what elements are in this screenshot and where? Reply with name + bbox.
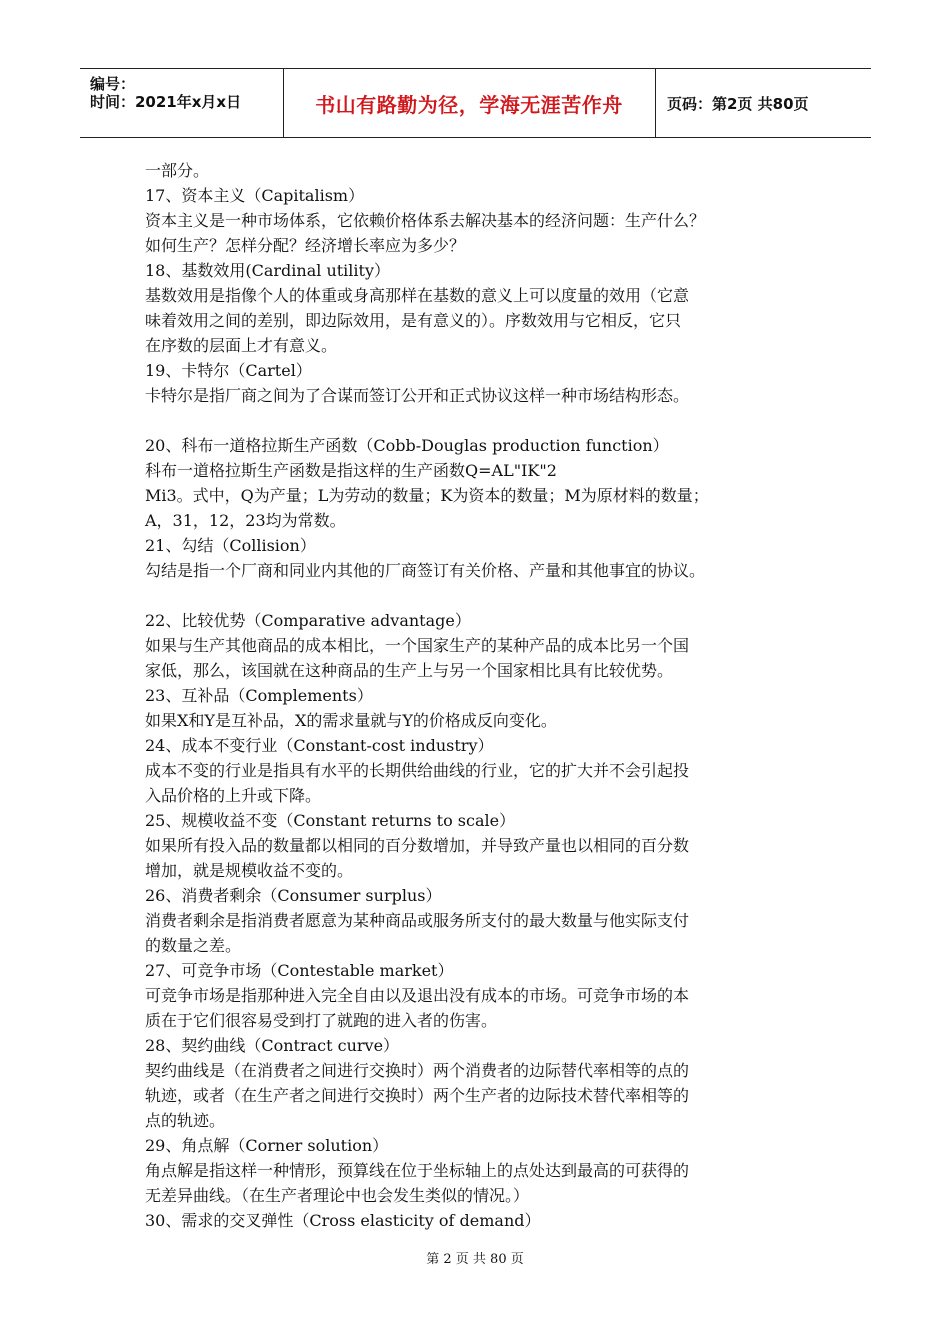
text-line: 18、基数效用(Cardinal utility） — [145, 261, 390, 280]
header-meta-cell — [80, 69, 284, 137]
text-line: 在序数的层面上才有意义。 — [145, 336, 338, 355]
document-body — [145, 158, 835, 1233]
text-line: 25、规模收益不变（Constant returns to scale） — [145, 811, 516, 830]
text-line: 角点解是指这样一种情形，预算线在位于坐标轴上的点处达到最高的可获得的 — [145, 1161, 690, 1180]
text-line: 卡特尔是指厂商之间为了合谋而签订公开和正式协议这样一种市场结构形态。 — [145, 386, 690, 405]
text-line: 24、成本不变行业（Constant-cost industry） — [145, 736, 494, 755]
text-line: 29、角点解（Corner solution） — [145, 1136, 389, 1155]
header-number-label: 编号： — [90, 75, 136, 93]
text-line: 21、勾结（Collision） — [145, 536, 316, 555]
text-line — [145, 583, 835, 608]
text-line: 资本主义是一种市场体系，它依赖价格体系去解决基本的经济问题：生产什么？ — [145, 211, 706, 230]
text-line: 26、消费者剩余（Consumer surplus） — [145, 886, 442, 905]
text-line: 可竞争市场是指那种进入完全自由以及退出没有成本的市场。可竞争市场的本 — [145, 986, 690, 1005]
text-line: 成本不变的行业是指具有水平的长期供给曲线的行业，它的扩大并不会引起投 — [145, 761, 690, 780]
text-line: 无差异曲线。（在生产者理论中也会发生类似的情况。） — [145, 1186, 530, 1205]
text-line: 消费者剩余是指消费者愿意为某种商品或服务所支付的最大数量与他实际支付 — [145, 911, 690, 930]
text-line: 19、卡特尔（Cartel） — [145, 361, 312, 380]
text-line: 质在于它们很容易受到打了就跑的进入者的伤害。 — [145, 1011, 498, 1030]
text-line: 如果X和Y是互补品，X的需求量就与Y的价格成反向变化。 — [145, 711, 557, 730]
text-line: 28、契约曲线（Contract curve） — [145, 1036, 400, 1055]
text-line: 17、资本主义（Capitalism） — [145, 186, 365, 205]
text-line: 入品价格的上升或下降。 — [145, 786, 322, 805]
text-line: 27、可竞争市场（Contestable market） — [145, 961, 454, 980]
page-footer: 第 2 页 共 80 页 — [426, 1252, 524, 1267]
text-line: 契约曲线是（在消费者之间进行交换时）两个消费者的边际替代率相等的点的 — [145, 1061, 690, 1080]
text-line: 味着效用之间的差别，即边际效用，是有意义的）。序数效用与它相反，它只 — [145, 311, 682, 330]
text-line: 科布一道格拉斯生产函数是指这样的生产函数Q=AL"IK"2 — [145, 461, 557, 480]
text-line: 如果与生产其他商品的成本相比，一个国家生产的某种产品的成本比另一个国 — [145, 636, 690, 655]
text-line: 如果所有投入品的数量都以相同的百分数增加，并导致产量也以相同的百分数 — [145, 836, 690, 855]
text-line: 20、科布一道格拉斯生产函数（Cobb-Douglas production function） — [145, 436, 669, 455]
text-line: 勾结是指一个厂商和同业内其他的厂商签订有关价格、产量和其他事宜的协议。 — [145, 561, 706, 580]
text-line: 的数量之差。 — [145, 936, 242, 955]
text-line: 一部分。 — [145, 161, 210, 180]
text-line: 如何生产？怎样分配？经济增长率应为多少？ — [145, 236, 466, 255]
header-date: 时间：2021年x月x日 — [90, 93, 242, 111]
text-line: Mi3。式中，Q为产量；L为劳动的数量；K为资本的数量；M为原材料的数量； — [145, 486, 709, 505]
text-line: 30、需求的交叉弹性（Cross elasticity of demand） — [145, 1211, 541, 1230]
text-line — [145, 408, 835, 433]
document-header — [80, 68, 871, 138]
text-line: 点的轨迹。 — [145, 1111, 226, 1130]
text-line: 增加，就是规模收益不变的。 — [145, 861, 354, 880]
text-line: 家低，那么，该国就在这种商品的生产上与另一个国家相比具有比较优势。 — [145, 661, 674, 680]
header-motto: 书山有路勤为径，学海无涯苦作舟 — [283, 69, 656, 137]
text-line: 基数效用是指像个人的体重或身高那样在基数的意义上可以度量的效用（它意 — [145, 286, 690, 305]
text-line: 轨迹，或者（在生产者之间进行交换时）两个生产者的边际技术替代率相等的 — [145, 1086, 690, 1105]
text-line: 23、互补品（Complements） — [145, 686, 373, 705]
text-line: 22、比较优势（Comparative advantage） — [145, 611, 471, 630]
text-line: A，31，12，23均为常数。 — [145, 511, 346, 530]
header-page-info: 页码：第2页 共80页 — [667, 94, 809, 113]
